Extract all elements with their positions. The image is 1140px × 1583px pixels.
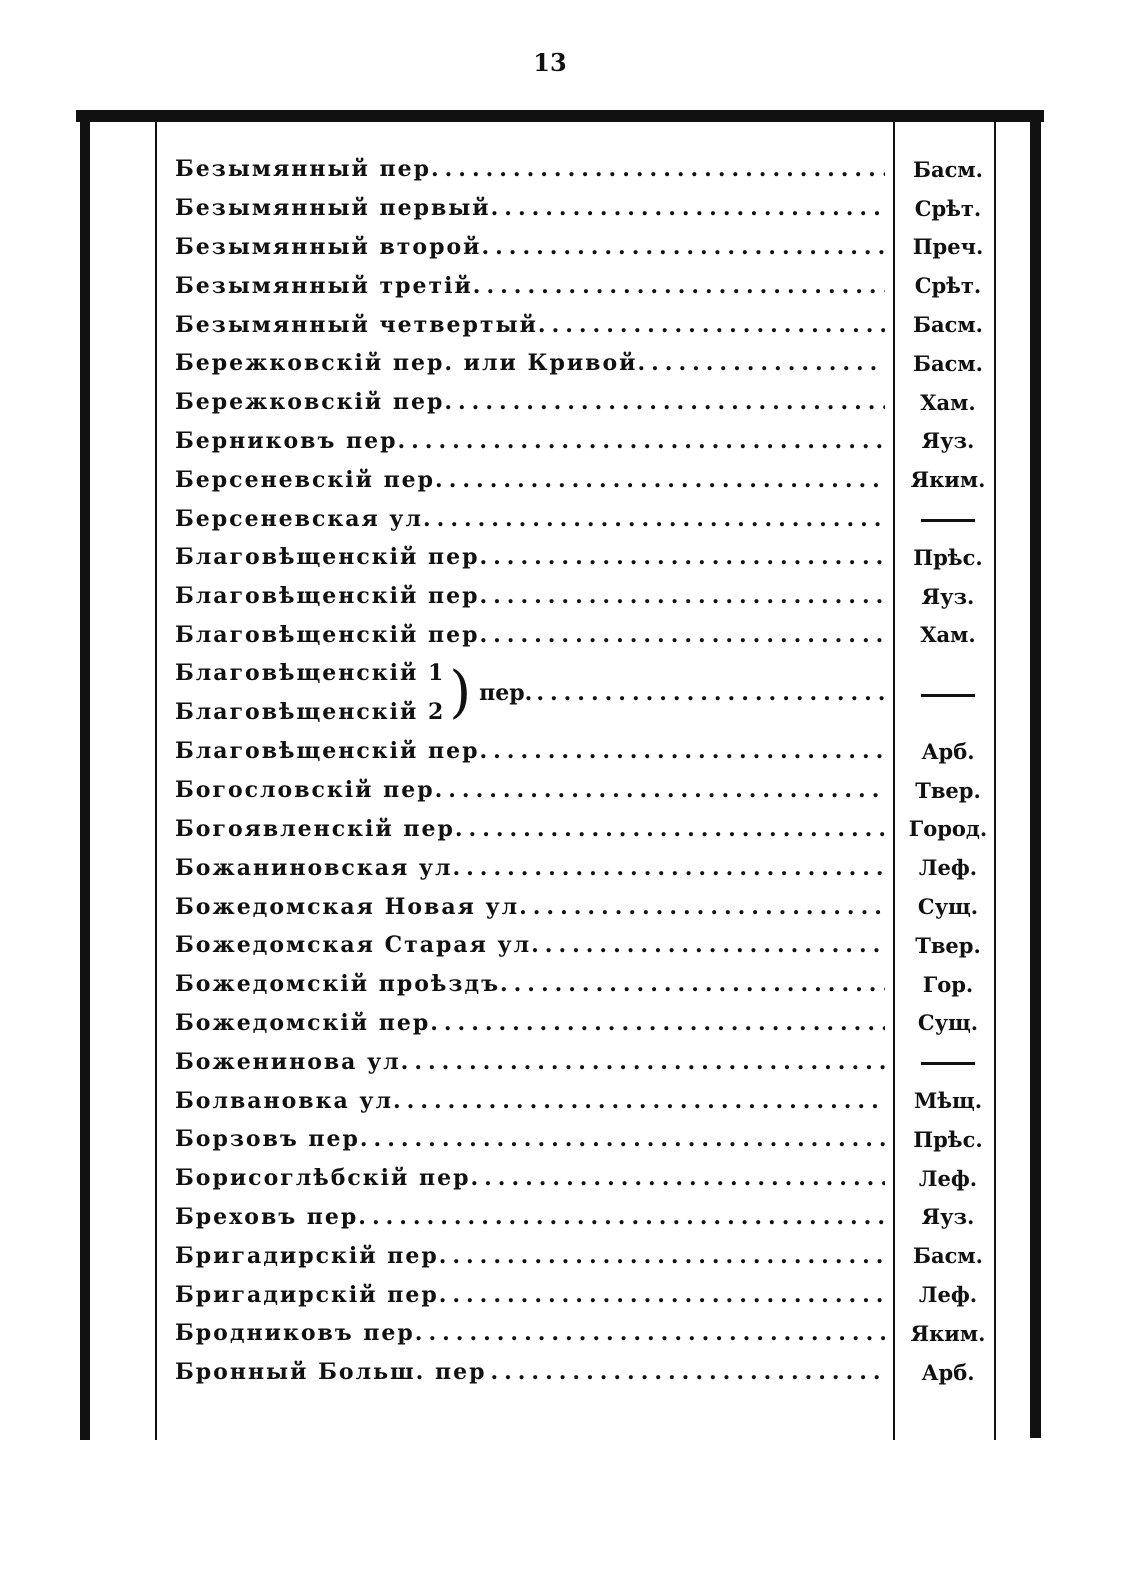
index-entry — [175, 422, 997, 461]
index-entry — [175, 1236, 997, 1275]
entry-name-cell — [175, 1243, 885, 1269]
entry-name-cell — [175, 1088, 885, 1114]
left-border-thick — [80, 118, 90, 1440]
dot-leader — [495, 234, 885, 260]
dot-leader — [437, 506, 885, 532]
street-name: Борзовъ пер. — [175, 1126, 370, 1153]
index-entry — [175, 926, 997, 965]
index-entry — [175, 228, 997, 267]
dot-leader — [493, 622, 885, 648]
index-entry — [175, 1275, 997, 1314]
district-cell: Леф. — [918, 1165, 978, 1191]
entry-name-cell — [175, 195, 885, 221]
index-entry — [175, 150, 997, 189]
street-name: Божедомская Новая ул. — [175, 893, 529, 920]
dot-leader — [493, 544, 885, 570]
street-name: Безымянный пер. — [175, 156, 441, 183]
district-cell: Басм. — [913, 312, 983, 338]
street-name: Борисоглѣбскій пер. — [175, 1165, 481, 1192]
index-entry — [175, 848, 997, 887]
street-name: Бродниковъ пер. — [175, 1320, 425, 1347]
dot-leader — [545, 932, 885, 958]
index-entry — [175, 810, 997, 849]
dot-leader — [486, 273, 885, 299]
index-entry — [175, 538, 997, 577]
dot-leader — [458, 389, 885, 415]
dot-leader — [484, 1165, 885, 1191]
index-entry — [175, 887, 997, 926]
district-cell: Преч. — [912, 234, 984, 260]
index-entry — [175, 965, 997, 1004]
index-entry — [175, 305, 997, 344]
ditto-dash — [921, 694, 975, 697]
street-name: Благовѣщенскій пер. — [175, 621, 490, 648]
dot-leader — [445, 156, 885, 182]
district-cell — [905, 681, 991, 706]
paired-entry-name: Благовѣщенскій 2 — [175, 699, 446, 726]
district-cell: Твер. — [915, 932, 981, 958]
paired-entry-suffix: пер. — [479, 680, 533, 707]
street-name: Безымянный четвертый. — [175, 311, 548, 338]
right-border-thick — [1030, 118, 1041, 1438]
district-cell: Твер. — [915, 777, 981, 803]
index-entry — [175, 1353, 997, 1392]
index-entry — [175, 732, 997, 771]
index-entry — [175, 344, 997, 383]
index-entry — [175, 1120, 997, 1159]
district-cell: Срѣт. — [914, 195, 982, 221]
index-entry — [175, 460, 997, 499]
entry-name-cell — [175, 622, 885, 648]
index-entry — [175, 266, 997, 305]
district-cell: Хам. — [920, 622, 976, 648]
district-cell — [905, 1049, 991, 1074]
index-entry — [175, 1198, 997, 1237]
dot-leader — [448, 777, 885, 803]
dot-leader — [407, 1088, 885, 1114]
district-cell: Сущ. — [917, 894, 979, 920]
entry-name-cell — [175, 1204, 885, 1230]
entry-name-cell — [175, 389, 885, 415]
district-cell: Леф. — [918, 1282, 978, 1307]
entry-name-cell — [175, 1359, 885, 1385]
district-cell: Яуз. — [921, 428, 975, 454]
ditto-dash — [921, 519, 975, 522]
paired-entry-names — [175, 654, 445, 732]
index-entry — [175, 771, 997, 810]
entry-name-cell — [175, 932, 885, 958]
entry-name-cell — [175, 855, 885, 881]
entry-name-cell — [175, 156, 885, 182]
entry-name-cell — [175, 312, 885, 338]
district-cell: Город. — [908, 816, 988, 842]
entry-name-cell — [175, 583, 885, 609]
street-name: Божедомскій пер. — [175, 1009, 440, 1036]
dot-leader — [444, 1010, 885, 1036]
street-index-table — [175, 150, 997, 1392]
district-cell: Хам. — [920, 389, 976, 415]
dot-leader — [411, 428, 885, 454]
district-cell: Яуз. — [921, 583, 975, 609]
entry-name-cell — [175, 467, 885, 493]
district-cell: Басм. — [913, 350, 983, 376]
dot-leader — [414, 1049, 885, 1075]
district-cell: Прѣс. — [913, 544, 983, 570]
dot-leader — [452, 1282, 885, 1308]
street-name: Божаниновская ул. — [175, 854, 463, 881]
entry-name-cell — [175, 777, 885, 803]
entry-name-cell — [175, 1126, 885, 1152]
street-name: Богоявленскій пер. — [175, 815, 465, 842]
entry-name-cell — [175, 428, 885, 454]
district-cell: Яким. — [910, 1320, 986, 1346]
district-cell: Мѣщ. — [913, 1088, 983, 1114]
entry-name-cell — [175, 894, 885, 920]
index-entry — [175, 1004, 997, 1043]
dot-leader — [651, 350, 885, 376]
dot-leader — [533, 894, 885, 920]
entry-name-cell — [175, 350, 885, 376]
street-name: Божедомская Старая ул. — [175, 932, 541, 959]
index-entry — [175, 383, 997, 422]
street-name: Божедомскій проѣздъ. — [175, 971, 510, 998]
dot-leader — [552, 312, 885, 338]
page-number: 13 — [533, 48, 567, 77]
street-name: Безымянный второй. — [175, 233, 492, 260]
street-name: Благовѣщенскій пер. — [175, 544, 490, 571]
dot-leader — [449, 467, 885, 493]
entry-name-cell — [175, 1165, 885, 1191]
dot-leader — [493, 583, 885, 609]
dot-leader — [466, 855, 885, 881]
brace-symbol: ) — [449, 660, 472, 726]
entry-name-cell — [175, 1010, 885, 1036]
district-cell: Прѣс. — [913, 1126, 983, 1152]
street-name: Берсеневская ул. — [175, 505, 433, 532]
entry-name-cell — [175, 971, 885, 997]
dot-leader — [469, 816, 885, 842]
index-entry — [175, 189, 997, 228]
index-entry — [175, 499, 997, 538]
district-cell: Басм. — [913, 1243, 983, 1269]
district-cell: Арб. — [921, 738, 975, 764]
dot-leader — [374, 1126, 885, 1152]
street-name: Безымянный третій. — [175, 272, 483, 299]
street-name: Благовѣщенскій пер. — [175, 583, 490, 610]
index-entry — [175, 1042, 997, 1081]
district-cell — [905, 506, 991, 531]
paired-entry-name: Благовѣщенскій 1 — [175, 660, 446, 687]
street-name: Бреховъ пер. — [175, 1203, 368, 1230]
entry-name-cell — [175, 738, 885, 764]
top-rule — [76, 110, 1044, 122]
entry-name-cell — [175, 1282, 885, 1308]
entry-name-cell — [175, 544, 885, 570]
entry-name-cell — [175, 234, 885, 260]
entry-name-cell — [175, 1049, 885, 1075]
district-cell: Арб. — [921, 1359, 975, 1385]
district-cell: Басм. — [913, 156, 983, 182]
street-name: Боженинова ул. — [175, 1048, 411, 1075]
district-cell: Яким. — [910, 467, 986, 493]
dot-leader — [490, 1359, 885, 1385]
street-name: Берсеневскій пер. — [175, 466, 445, 493]
district-cell: Гор. — [922, 971, 974, 997]
index-entry — [175, 1314, 997, 1353]
entry-name-cell — [175, 1320, 885, 1346]
district-cell: Яуз. — [921, 1204, 975, 1230]
dot-leader — [372, 1204, 885, 1230]
street-name: Бронный Больш. пер — [175, 1359, 487, 1386]
entry-name-cell — [175, 506, 885, 532]
dot-leader — [452, 1243, 885, 1269]
index-entry — [175, 577, 997, 616]
district-cell: Сущ. — [917, 1010, 979, 1036]
entry-name-cell — [175, 273, 885, 299]
street-name: Богословскій пер. — [175, 777, 445, 804]
street-name: Безымянный первый. — [175, 195, 501, 222]
dot-leader — [514, 971, 885, 997]
street-name: Благовѣщенскій пер. — [175, 738, 490, 765]
street-name: Бережковскій пер. или Кривой. — [175, 350, 648, 377]
left-border-thin — [155, 122, 157, 1440]
ditto-dash — [921, 1062, 975, 1065]
index-entry — [175, 1159, 997, 1198]
district-cell: Срѣт. — [914, 273, 982, 299]
dot-leader — [504, 195, 885, 221]
street-name: Бригадирскій пер. — [175, 1242, 449, 1269]
district-cell: Леф. — [918, 855, 978, 881]
dot-leader — [428, 1320, 885, 1346]
paired-entry — [175, 654, 997, 732]
entry-name-cell — [175, 816, 885, 842]
dot-leader — [536, 680, 885, 706]
dot-leader — [493, 738, 885, 764]
index-entry — [175, 616, 997, 655]
street-name: Берниковъ пер. — [175, 427, 408, 454]
street-name: Бережковскій пер. — [175, 389, 454, 416]
index-entry — [175, 1081, 997, 1120]
street-name: Болвановка ул. — [175, 1087, 403, 1114]
street-name: Бригадирскій пер. — [175, 1281, 449, 1308]
